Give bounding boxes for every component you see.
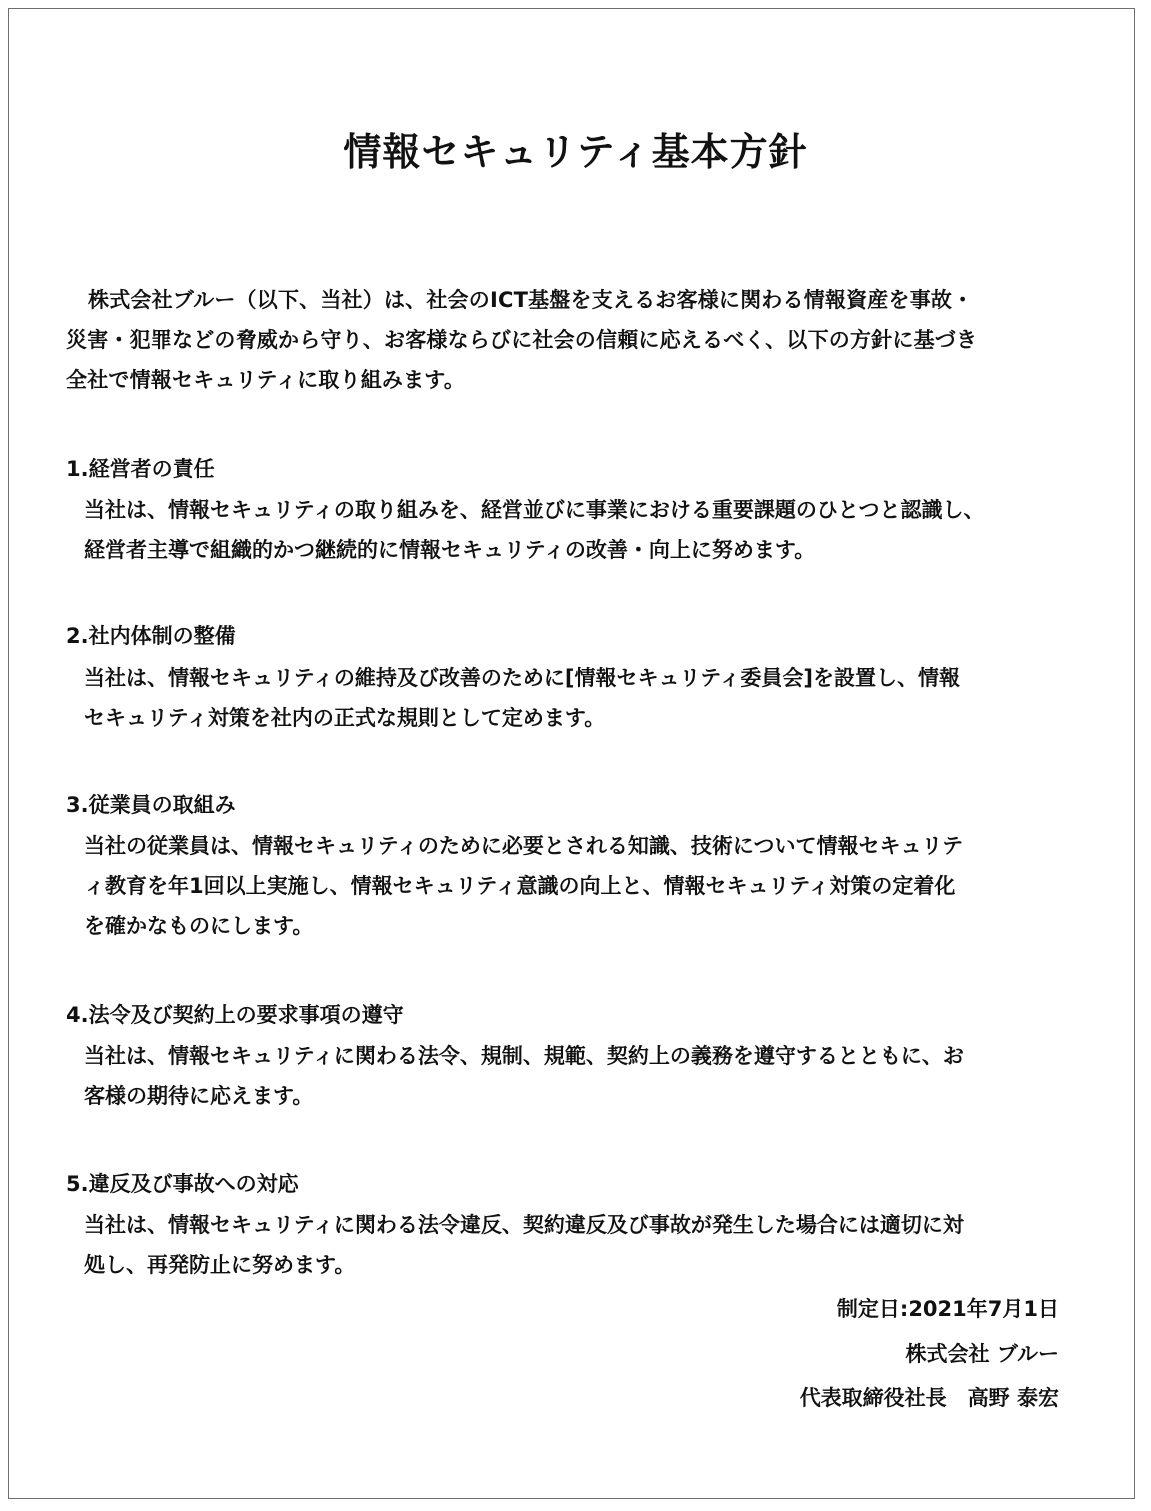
company-name: 株式会社 ブルー: [905, 1342, 1059, 1366]
representative-name: 代表取締役社長 高野 泰宏: [799, 1386, 1059, 1410]
intro-line: 株式会社ブルー（以下、当社）は、社会のICT基盤を支えるお客様に関わる情報資産を事故・: [88, 288, 974, 312]
section-line: 客様の期待に応えます。: [84, 1084, 314, 1108]
section-line: 当社は、情報セキュリティに関わる法令違反、契約違反及び事故が発生した場合には適切に対: [84, 1213, 964, 1237]
section-line: を確かなものにします。: [84, 914, 314, 938]
page-title: 情報セキュリティ基本方針: [343, 130, 808, 174]
section-line: ィ教育を年1回以上実施し、情報セキュリティ意識の向上と、情報セキュリティ対策の定着化: [84, 874, 956, 898]
intro-paragraph: [66, 280, 977, 400]
section-1-body: [84, 490, 984, 570]
section-line: 処し、再発防止に努めます。: [84, 1253, 356, 1277]
section-2-heading: 2.社内体制の整備: [66, 624, 236, 648]
section-3-body: [84, 826, 963, 946]
section-2-body: [84, 658, 960, 738]
section-line: 当社は、情報セキュリティの取り組みを、経営並びに事業における重要課題のひとつと認識し、: [84, 498, 985, 522]
section-5-heading: 5.違反及び事故への対応: [66, 1172, 299, 1196]
section-line: 経営者主導で組織的かつ継続的に情報セキュリティの改善・向上に努めます。: [84, 538, 816, 562]
section-line: 当社の従業員は、情報セキュリティのために必要とされる知識、技術について情報セキュリテ: [84, 834, 964, 858]
section-line: 当社は、情報セキュリティの維持及び改善のために[情報セキュリティ委員会]を設置し、情報: [84, 666, 960, 690]
section-line: 当社は、情報セキュリティに関わる法令、規制、規範、契約上の義務を遵守するとともに、お: [84, 1044, 964, 1068]
intro-line: 全社で情報セキュリティに取り組みます。: [66, 368, 466, 392]
section-line: セキュリティ対策を社内の正式な規則として定めます。: [84, 706, 606, 730]
section-4-heading: 4.法令及び契約上の要求事項の遵守: [66, 1003, 404, 1027]
section-4-body: [84, 1036, 964, 1116]
intro-line: 災害・犯罪などの脅威から守り、お客様ならびに社会の信頼に応えるべく、以下の方針に基づき: [66, 328, 978, 352]
section-5-body: [84, 1205, 964, 1285]
section-1-heading: 1.経営者の責任: [66, 457, 215, 481]
enactment-date: 制定日:2021年7月1日: [836, 1297, 1059, 1321]
section-3-heading: 3.従業員の取組み: [66, 793, 236, 817]
